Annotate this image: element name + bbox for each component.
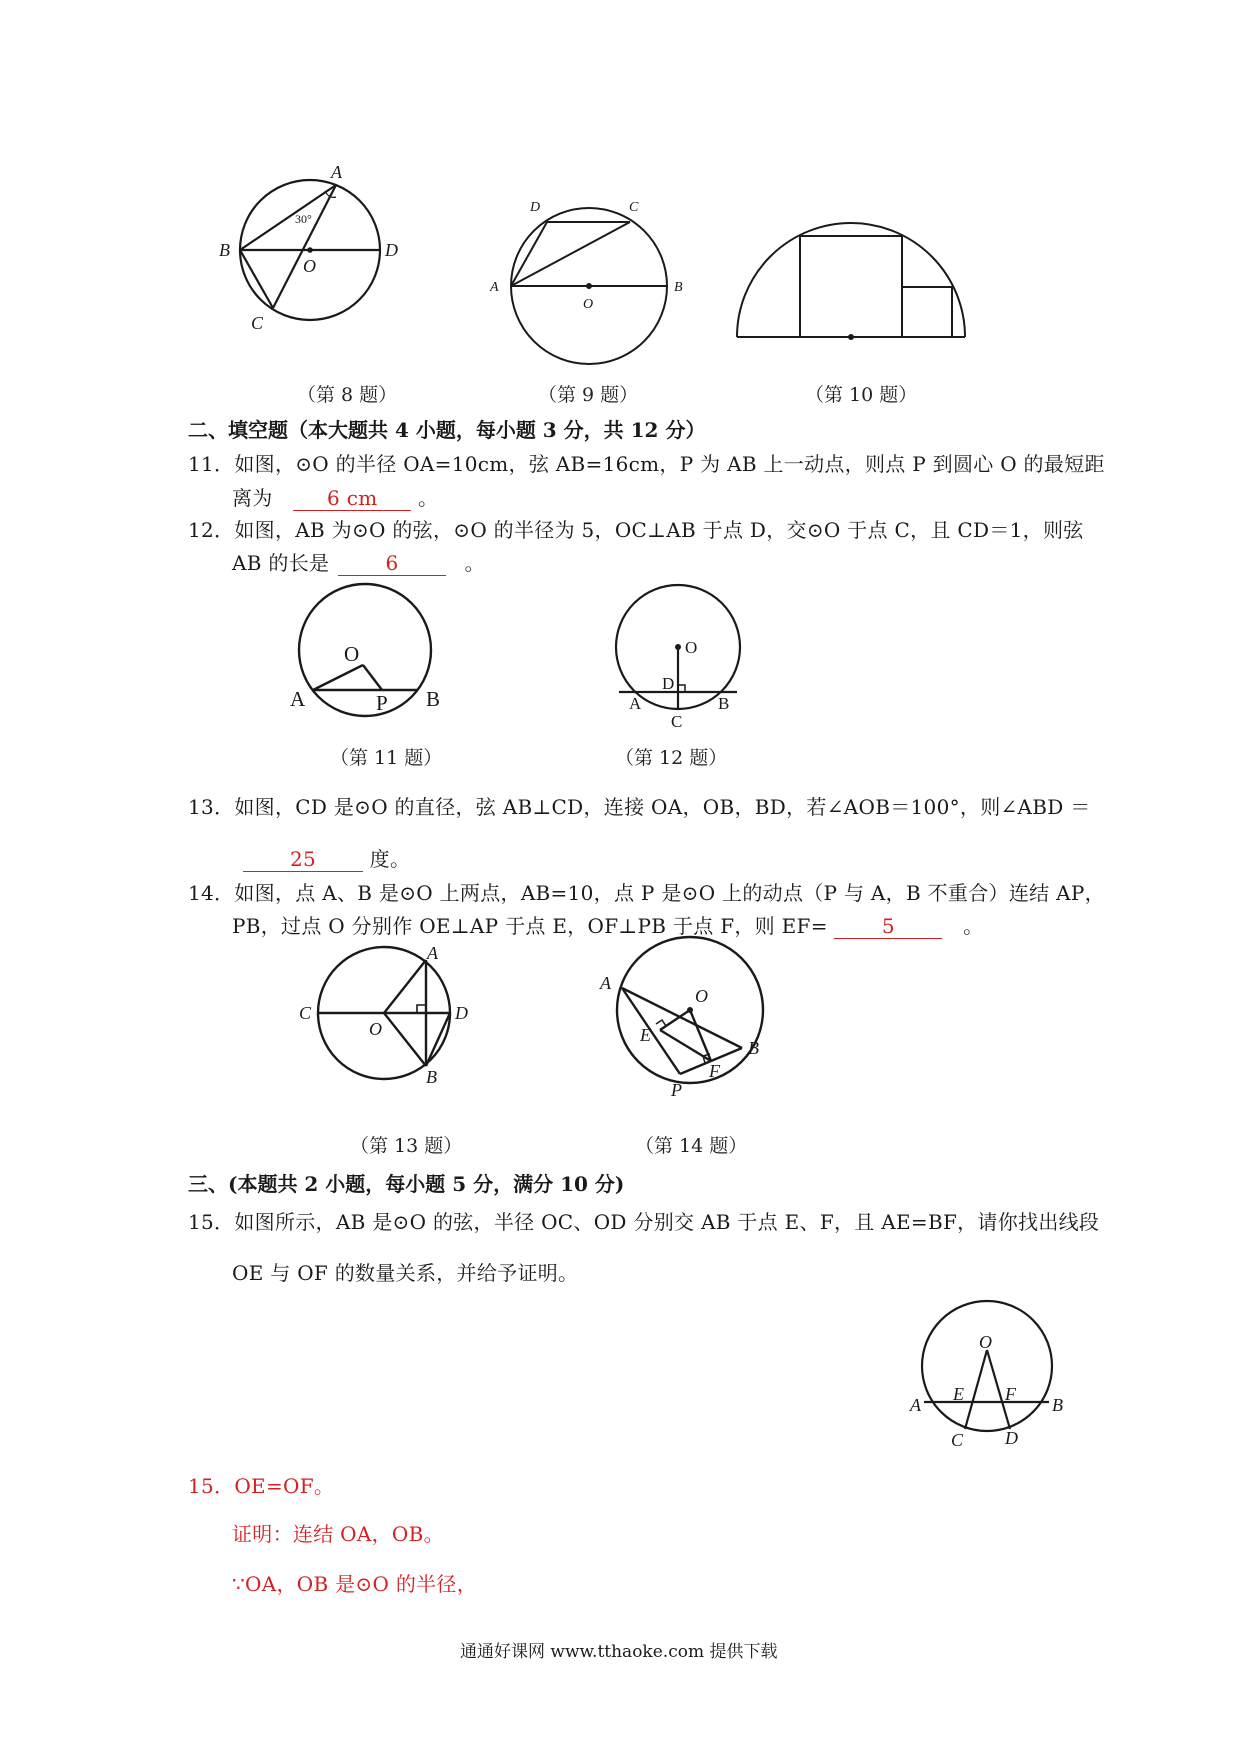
solution15-line2: 证明：连结 OA，OB。 bbox=[232, 1522, 444, 1546]
q14-line2-suffix: 。 bbox=[963, 914, 984, 938]
figure-15 bbox=[905, 1298, 1070, 1448]
q14-line2-prefix: PB，过点 O 分别作 OE⊥AP 于点 E，OF⊥PB 于点 F，则 EF= bbox=[232, 914, 828, 938]
q11-line1: 11．如图，⊙O 的半径 OA=10cm，弦 AB=16cm，P 为 AB 上一动点，则点 P 到圆心 O 的最短距 bbox=[188, 452, 1105, 476]
fig9-caption: （第 9 题） bbox=[538, 384, 639, 406]
fig14-caption: （第 14 题） bbox=[635, 1135, 748, 1157]
figure-9 bbox=[485, 178, 705, 378]
q12-line1: 12．如图，AB 为⊙O 的弦，⊙O 的半径为 5，OC⊥AB 于点 D，交⊙O 于点 C，且 CD＝1，则弦 bbox=[188, 518, 1084, 542]
figure-12 bbox=[600, 585, 760, 730]
fig12-label-d: D bbox=[662, 674, 675, 693]
q14-line1: 14．如图，点 A、B 是⊙O 上两点，AB=10，点 P 是⊙O 上的动点（P 与 A，B 不重合）连结 AP， bbox=[188, 881, 1105, 905]
fig8-label-a: A bbox=[331, 162, 342, 182]
figure-13 bbox=[295, 945, 485, 1095]
fig9-label-b: B bbox=[674, 280, 683, 295]
fig12-label-o: O bbox=[685, 638, 698, 657]
fig14-label-p: P bbox=[671, 1080, 682, 1100]
fig12-label-c: C bbox=[671, 712, 683, 731]
q13-line2-suffix: 度。 bbox=[369, 847, 411, 871]
fig10-caption: （第 10 题） bbox=[805, 384, 918, 406]
q14-answer: 5 bbox=[834, 914, 942, 939]
q11-line2 bbox=[232, 482, 438, 511]
q11-answer: 6 cm bbox=[293, 486, 411, 511]
fig12-caption: （第 12 题） bbox=[615, 747, 728, 769]
fig8-label-o: O bbox=[303, 256, 316, 276]
figure-11 bbox=[285, 585, 455, 725]
fig11-label-o: O bbox=[344, 642, 360, 666]
fig11-label-a: A bbox=[290, 687, 306, 711]
fig14-label-o: O bbox=[695, 986, 708, 1006]
q15-line2: OE 与 OF 的数量关系，并给予证明。 bbox=[232, 1261, 579, 1285]
section-2-title: 二、填空题（本大题共 4 小题，每小题 3 分，共 12 分） bbox=[188, 418, 706, 442]
fig11-caption: （第 11 题） bbox=[330, 747, 443, 769]
fig15-label-d: D bbox=[1005, 1428, 1018, 1448]
q13-line2 bbox=[243, 843, 410, 872]
section-3-title: 三、(本题共 2 小题，每小题 5 分，满分 10 分) bbox=[188, 1172, 625, 1196]
q13-answer: 25 bbox=[243, 847, 363, 872]
fig15-label-c: C bbox=[951, 1430, 964, 1450]
q11-line2-suffix: 。 bbox=[417, 486, 439, 510]
fig13-label-o: O bbox=[369, 1019, 382, 1039]
q13-line1: 13．如图，CD 是⊙O 的直径，弦 AB⊥CD，连接 OA，OB，BD，若∠AOB＝100°，则∠ABD ＝ bbox=[188, 795, 1091, 819]
fig12-label-a: A bbox=[629, 694, 642, 713]
q11-line2-prefix: 离为 bbox=[232, 486, 273, 510]
solution15-line3: ∵OA，OB 是⊙O 的半径， bbox=[232, 1572, 478, 1596]
fig13-caption: （第 13 题） bbox=[350, 1135, 463, 1157]
fig15-label-o: O bbox=[979, 1332, 992, 1352]
fig8-angle-label: 30° bbox=[295, 212, 312, 226]
fig9-label-o: O bbox=[583, 297, 594, 312]
fig11-label-p: P bbox=[376, 691, 388, 715]
q12-line2-suffix: 。 bbox=[464, 551, 485, 575]
figure-14 bbox=[598, 930, 788, 1105]
fig14-label-a: A bbox=[600, 973, 611, 993]
fig15-label-b: B bbox=[1052, 1395, 1063, 1415]
q12-line2 bbox=[232, 547, 485, 576]
solution15-line1: 15．OE=OF。 bbox=[188, 1474, 335, 1498]
fig8-label-d: D bbox=[385, 240, 398, 260]
fig8-label-b: B bbox=[219, 240, 230, 260]
fig9-label-a: A bbox=[490, 280, 499, 295]
fig14-label-e: E bbox=[640, 1025, 651, 1045]
fig14-label-f: F bbox=[709, 1061, 720, 1081]
fig14-label-b: B bbox=[748, 1038, 759, 1058]
fig8-label-c: C bbox=[251, 313, 264, 333]
fig13-label-a: A bbox=[427, 943, 438, 963]
fig12-label-b: B bbox=[718, 694, 730, 713]
figure-10 bbox=[730, 180, 970, 350]
fig11-label-b: B bbox=[426, 687, 441, 711]
fig15-label-a: A bbox=[910, 1395, 921, 1415]
fig13-label-b: B bbox=[426, 1067, 437, 1087]
figure-8 bbox=[219, 162, 455, 375]
q12-line2-prefix: AB 的长是 bbox=[232, 551, 330, 575]
q12-answer: 6 bbox=[338, 551, 446, 576]
fig8-caption: （第 8 题） bbox=[297, 384, 398, 406]
fig13-label-d: D bbox=[455, 1003, 468, 1023]
q15-line1: 15．如图所示，AB 是⊙O 的弦，半径 OC、OD 分别交 AB 于点 E、F，且 AE=BF，请你找出线段 bbox=[188, 1210, 1100, 1234]
fig15-label-e: E bbox=[953, 1384, 964, 1404]
fig9-label-d: D bbox=[530, 200, 541, 215]
page-footer: 通通好课网 www.tthaoke.com 提供下载 bbox=[460, 1642, 778, 1662]
fig15-label-f: F bbox=[1005, 1384, 1016, 1404]
fig9-label-c: C bbox=[629, 200, 639, 215]
fig13-label-c: C bbox=[299, 1003, 312, 1023]
